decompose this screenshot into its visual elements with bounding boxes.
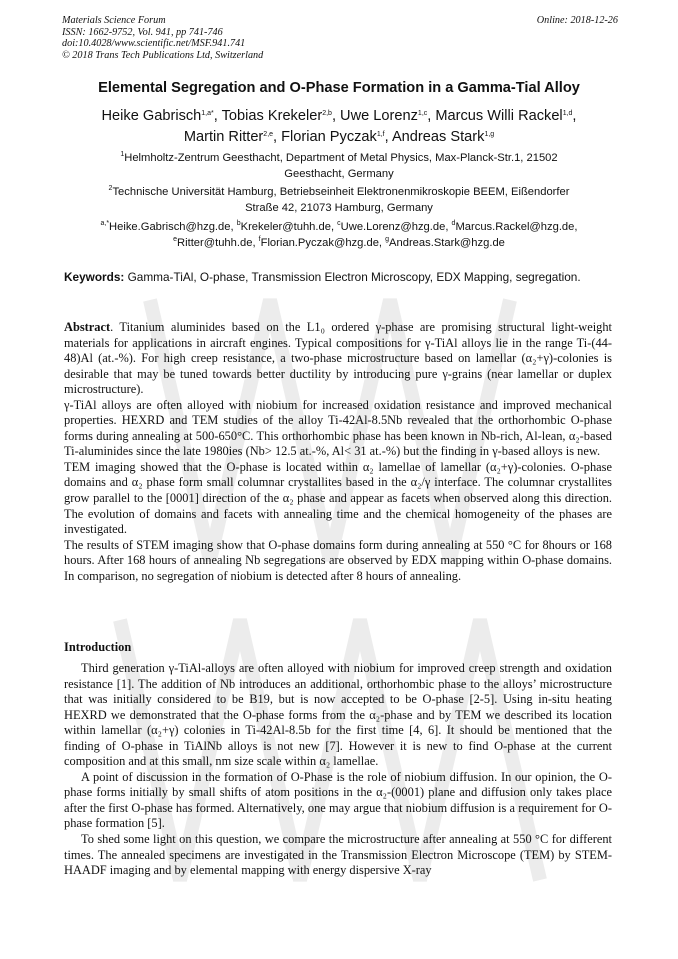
keywords [64, 270, 612, 286]
abstract-paragraph: γ-TiAl alloys are often alloyed with niobium for increased oxidation resistance and improved mechanical properties. HEXRD and TEM studies of the alloy Ti-42Al-8.5Nb revealed that the orthorhombic O-phase forms during annealing at 500-650°C. This orthorhombic phase has been known in Nb-rich, Al-lean, α₂-based Ti-aluminides since the late 1980ies (Nb> 12.5 at.-%, Al< 31 at.-%) but the finding in γ-based alloys is new. [64, 397, 612, 459]
email-sup: e [173, 235, 178, 243]
abstract-paragraph: TEM imaging showed that the O-phase is located within α₂ lamellae of lamellar (α₂+γ)-colonies. O-phase domains and α₂ phase form small columnar crystallites based in the α₂/γ interface. The columnar crystallites grow parallel to the [0001] direction of the α₂ phase and appear as facets when observed along this direction. The evolution of domains and facets with annealing time and the chemical homogeneity of the phases are investigated. [64, 459, 612, 537]
abstract-paragraph: The results of STEM imaging show that O-phase domains form during annealing at 550 °C for 8hours or 168 hours. After 168 hours of annealing Nb segregations are observed by EDX mapping within O-phase domains. In comparison, no segregation of niobium is detected after 8 hours of annealing. [64, 537, 612, 583]
email-address: Marcus.Rackel@hzg.de [455, 221, 575, 233]
abstract-label: Abstract [64, 320, 111, 334]
email-address: Uwe.Lorenz@hzg.de [340, 221, 446, 233]
intro-paragraph: A point of discussion in the formation of O-Phase is the role of niobium diffusion. In our opinion, the O-phase forms initially by small shifts of atom positions in the α₂-(0001) plane and diffusion only takes place after the first O-phase has formed. Alternatively, one may argue that niobium diffusion is a requirement for O-phase formation [5]. [64, 769, 612, 831]
affiliation-line: Helmholtz-Zentrum Geesthacht, Department of Metal Physics, Max-Planck-Str.1, 21502 [124, 152, 558, 164]
abstract-paragraph [64, 320, 612, 398]
affiliation-number: 1 [120, 151, 125, 158]
intro-paragraph: To shed some light on this question, we compare the microstructure after annealing at 550 °C for different times. The annealed specimens are investigated in the Transmission Electron Microscope (TEM) by STEM-HAADF imaging and by elemental mapping with energy dispersive X-ray [64, 832, 612, 878]
affiliation-1 [60, 151, 618, 182]
affiliation-line: Straße 42, 21073 Hamburg, Germany [245, 201, 433, 214]
author-name: Martin Ritter [183, 129, 264, 145]
keywords-text: Gamma-TiAl, O-phase, Transmission Electron Microscopy, EDX Mapping, segregation. [127, 270, 581, 284]
email-sup: d [451, 220, 456, 227]
affiliation-number: 2 [108, 185, 113, 192]
email-address: Heike.Gabrisch@hzg.de [109, 221, 231, 233]
author-name: Marcus Willi Rackel [435, 108, 563, 124]
abstract-text: . Titanium aluminides based on the L1₀ ordered γ-phase are promising structural light-weight materials for applications in aircraft engines. Typical compositions for γ-TiAl alloys lie in the range Ti-(44-48)Al (at.-%). For high creep resistance, a two-phase microstructure based on lamellar (α₂+γ)-colonies is desirable that may be tuned towards better ductility by introducing pure γ-grains (near lamellar or duplex microstructure). [64, 320, 612, 397]
email-sup: f [258, 235, 261, 243]
email-sup: b [236, 220, 241, 227]
intro-paragraph: Third generation γ-TiAl-alloys are often alloyed with niobium for improved creep strength and oxidation resistance [1]. The addition of Nb introduces an additional, orthorhombic phase to the alloys’ microstructure that was initially considered to be B19, but is now accepted to be O-phase [2-5]. Using in-situ heating HEXRD we demonstrated that the O-phase forms from the α₂-phase and by TEM we described its location within lamellar (α₂+γ) colonies in Ti-42Al-8.5b for the first time [4, 6]. It should be mentioned that the finding of O-phase in TiAlNb alloys is not new [7]. However it is new to find O-phase at the current composition and at this small, nm size scale within α₂ lamellae. [64, 661, 612, 769]
author-sup: 1,a* [201, 110, 214, 117]
author-sup: 1,c [417, 110, 428, 117]
email-sup: c [337, 220, 341, 227]
email-sup: a,* [100, 220, 110, 227]
email-address: Ritter@tuhh.de [177, 236, 253, 249]
journal-name: Materials Science Forum [62, 15, 166, 26]
email-address: Florian.Pyczak@hzg.de [260, 236, 379, 249]
journal-header [62, 15, 618, 61]
author-sup: 1,f [376, 131, 385, 138]
affiliation-line: Technische Universität Hamburg, Betriebseinheit Elektronenmikroskopie BEEM, Eißendorfer [112, 186, 570, 198]
author-name: Andreas Stark [391, 129, 485, 145]
author-name: Heike Gabrisch [101, 108, 202, 124]
keywords-label: Keywords: [64, 270, 125, 284]
author-name: Tobias Krekeler [221, 108, 323, 124]
email-sup: g [385, 235, 390, 243]
section-heading: Introduction [64, 640, 132, 654]
email-address: Krekeler@tuhh.de [240, 221, 331, 233]
affiliation-line: Geesthacht, Germany [284, 167, 394, 180]
paper-title: Elemental Segregation and O-Phase Formation in a Gamma-Tial Alloy [98, 80, 580, 96]
author-sup: 1,d [562, 110, 573, 117]
abstract [64, 320, 612, 584]
author-sup: 2,e [263, 131, 274, 138]
affiliation-2 [60, 185, 618, 216]
author-name: Uwe Lorenz [340, 108, 418, 124]
author-sup: 2,b [322, 110, 332, 117]
copyright-line: © 2018 Trans Tech Publications Ltd, Switzerland [62, 49, 264, 61]
issn-line: ISSN: 1662-9752, Vol. 941, pp 741-746 [62, 26, 223, 38]
email-address: Andreas.Stark@hzg.de [389, 236, 505, 249]
email-list: $^{a,*}$Heike.Gabrisch@hzg.de, $^b$Krekeler@tuhh.de, $^c$Uwe.Lorenz@hzg.de, $^d$Marcus.Rackel@hzg.de, $^e$Ritter@tuhh.de, $^f$Florian.Pyczak@hzg.de, $^g$Andreas.Stark@hzg.de [100, 220, 578, 249]
online-date: Online: 2018-12-26 [536, 15, 618, 26]
author-sup: 1,g [484, 131, 495, 138]
author-name: Florian Pyczak [281, 129, 377, 145]
author-list: Heike Gabrisch$^{1,a*}$, Tobias Krekeler$^{2,b}$, Uwe Lorenz$^{1,c}$, Marcus Willi Rackel$^{1,d}$, Martin Ritter$^{2,e}$, Florian Pyczak$^{1,f}$, Andreas Stark$^{1,g}$ [101, 108, 577, 145]
introduction-body [64, 661, 612, 879]
doi-line: doi:10.4028/www.scientific.net/MSF.941.741 [62, 38, 246, 50]
